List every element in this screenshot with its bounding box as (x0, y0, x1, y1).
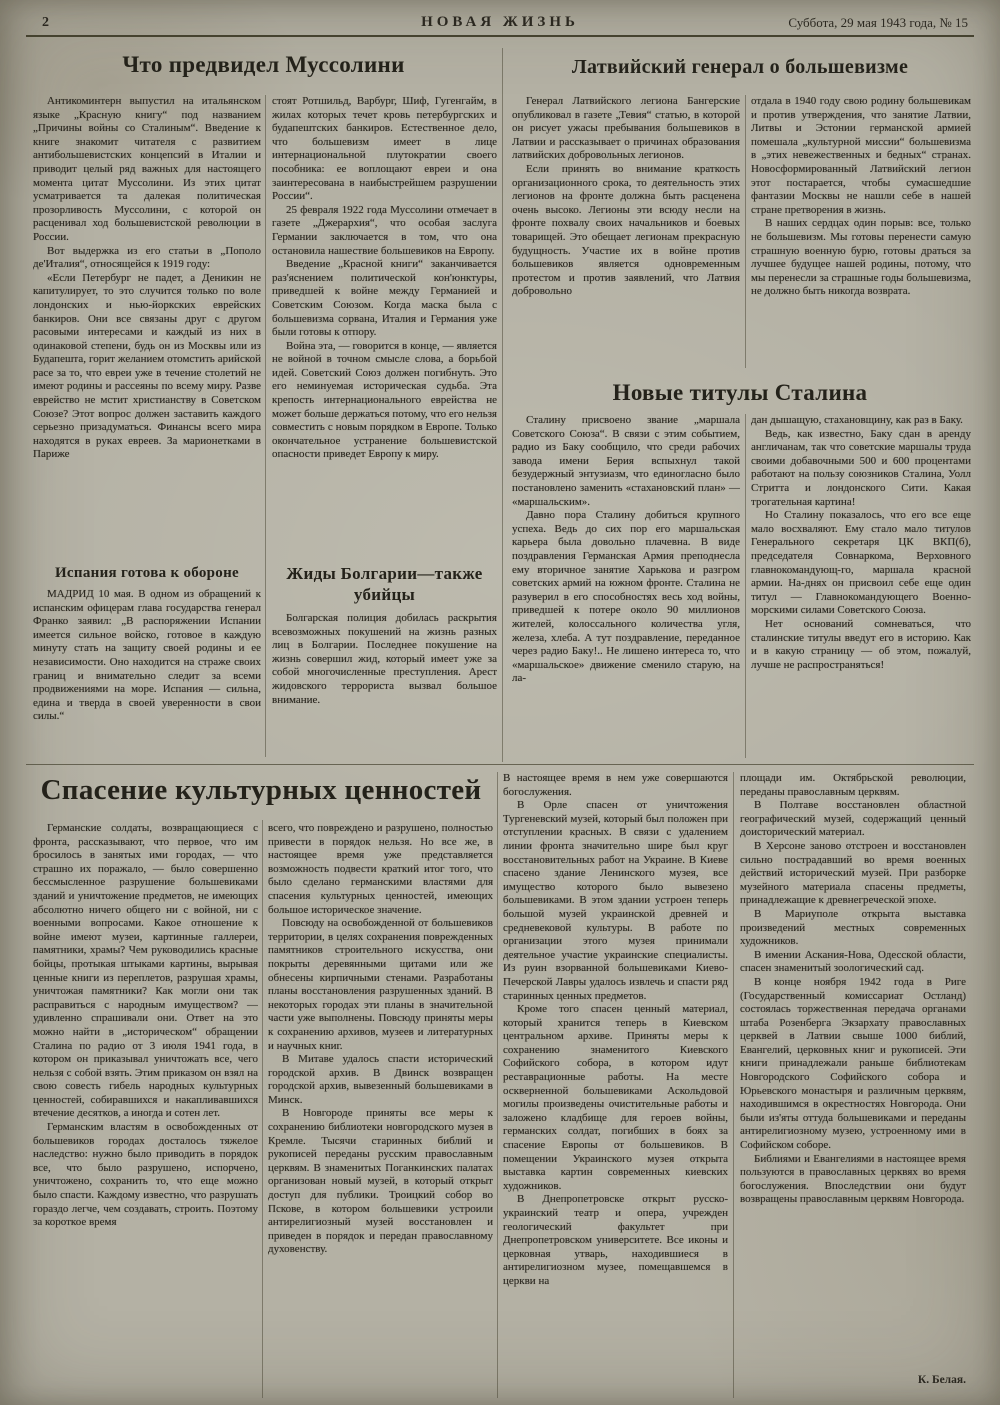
article-column: Антикоминтерн выпустил на итальянском языке „Красную книгу“ под названием „Причины войны со Сталиным“. Введение к книге знакомит читателя с развитием антибольшевистских концепсий в Италии и приводит целый ряд важных для настоящего момента цитат Муссолини. Из этих цитат усматривается та далекая политическая прозорливость Муссолини, с которой он расценивал ход большевистской революции в России. Вот выдержка из его статьи в „Пополо де'Италия“, относящейся к 1919 году: «Если Петербург не падет, а Деникин не капитулирует, то это случится только по воле лондонских и нью-йоркских еврейских банкиров. Они все связаны друг с другом расовыми интересами и каждый из них в одинаковой степени, будь он из Москвы или из Будапешта, горит желанием отомстить арийской расе за то, что евреи уже в течение столетий не имеют родины и рассеяны по всему миру. Разве еврейство не мстит христианству в Советском Союзе? Этот вопрос должен заставить каждого серьезно призадуматься. Финансы всего мира находятся в руках евреев. За марионетками в Париже (33, 95, 261, 461)
author-signature: К. Белая. (917, 1374, 966, 1386)
column-rule (502, 48, 503, 762)
column-rule (733, 772, 734, 1398)
article-title-stalin-titles: Новые титулы Сталина (612, 380, 868, 405)
article-title-bulgaria: Жиды Болгарии—также убийцы (286, 564, 483, 604)
column-rule (745, 95, 746, 368)
article-title-culture: Спасение культурных ценностей (40, 774, 482, 806)
article-column: Болгарская полиция добилась раскрытия всевозможных покушений на жизнь разных лиц в Болгарии. Последнее покушение на жизнь совершил жид, который имеет уже за собой многочисленные преступления. Арест жидовского террориста вызвал большое внимание. (272, 612, 497, 706)
article-column: всего, что повреждено и разрушено, полностью привести в порядок нельзя. Но все же, в настоящее время уже представляется возможность подвести краткий итог того, что было сделано германскими властями для спасения культурных ценностей, имеющих большое историческое значение. Повсюду на освобожденной от большевиков территории, в целях сохранения поврежденных памятников строительного искусства, они покрыты деревянными щитами или же обнесены кирпичными стенами. Разработаны планы восстановления разрушенных зданий. В некоторых городах эти планы в значительной части уже выполнены. Повсюду приняты меры к сохранению архивов, музеев и литературных и научных книг. В Митаве удалось спасти исторический городской архив. В Двинск возвращен городской архив, вывезенный большевиками в Минск. В Новгороде приняты все меры к сохранению библиотеки новгородского музея в Кремле. Тысячи старинных библий и рукописей переданы русским православным церквям. В знаменитых Поганкинских палатах организован новый музей, в который открыт доступ для публики. Троицкий собор во Пскове, в котором большевики устроили антирелигиозный музей восстановлен и приведен в порядок и передан православному духовенству. (268, 822, 493, 1256)
article-column: МАДРИД 10 мая. В одном из обращений к испанским офицерам глава государства генерал Франко заявил: „В распоряжении Испании имеется сильное войско, готовое в каждую минуту стать на защиту своей родины и ее независимости. Оно находится на страже своих границ и внимательно следит за всеми продвижениями на море. Испания — сильна, едина и тверда в своей уверенности в свои силы.“ (33, 588, 261, 723)
column-rule (745, 414, 746, 758)
column-rule (497, 772, 498, 1398)
article-column: площади им. Октябрьской революции, переданы православным церквям. В Полтаве восстановлен областной географический музей, содержащий ценный доисторический материал. В Херсоне заново отстроен и восстановлен сильно пострадавший во время военных действий исторический музей. При разборке музейного материала спасены предметы, принадлежащие к древнегреческой эпохе. В Мариуполе открыта выставка произведений местных современных художников. В имении Аскания-Нова, Одесской области, спасен знаменитый зоологический сад. В конце ноября 1942 года в Риге (Государственный комиссариат Остланд) состоялась торжественная передача органами штаба Розенберга Экзархату православных церквей в Латвии свыше 1000 библий, Евангелий, церковных книг и рукописей. Эти книги принадлежали раньше библиотекам Новгородского Софийского собора и Юрьевского монастыря и различным церквям, находившимся в окрестностях Новгорода. Они были из'яты оттуда большевиками и переданы антирелигиозному музею, устроенному ими в Софийском соборе. Библиями и Евангелиями в настоящее время пользуются в православных церквях во время богослужения. Впоследствии они будут возвращены православным церквям Новгорода. (740, 772, 966, 1206)
article-title-latvian-general: Латвийский генерал о большевизме (571, 56, 909, 78)
article-column: отдала в 1940 году свою родину большевикам и против утверждения, что занятие Латвии, Литвы и Эстонии германской армией помешала „культурной миссии“ большевизма в „этих невежественных и бедных“ странах. Новосформированный Латвийский легион этот постарается, чтобы сумасшедшие фантазии Москвы не нашли себе в нашей стране претворения в жизнь. В наших сердцах один порыв: все, только не большевизм. Мы готовы перенести самую страшную военную бурю, готовы драться за лучшее будущее нашей родины, потому, что мы перенесли за страшные годы большевизма, не должно быть никогда возврата. (751, 95, 971, 298)
article-column: стоят Ротшильд, Варбург, Шиф, Гугенгайм, в жилах которых течет кровь петербургских и будапештских банкиров. Естественное дело, что большевизм имеет в лице интернациональной плутократии своего пособника: ее воплощают евреи и она заинтересована в наибыстрейшем разрушении России“. 25 февраля 1922 года Муссолини отмечает в газете „Джерархия“, что особая заслуга Германии заключается в том, что она остановила нашествие большевиков на Европу. Введение „Красной книги“ заканчивается раз'яснением политической кон'юнктуры, приведшей к войне между Германией и Советским Союзом. Когда маска была с большевизма сорвана, Италия и Германия уже были готовы к отпору. Война эта, — говорится в конце, — является не войной в точном смысле слова, а борьбой идей. Советский Союз должен погибнуть. Это его неминуемая историческая судьба. Эта крепость интернационального еврейства не может больше держаться потому, что его нельзя совместить с новым порядком в Европе. Только окончательное устранение большевистской опасности приведет Европу к миру. (272, 95, 497, 461)
article-title-spain: Испания готова к обороне (54, 565, 240, 581)
column-rule (262, 820, 263, 1398)
column-rule (265, 95, 266, 757)
article-column: Генерал Латвийского легиона Бангерские опубликовал в газете „Тевия“ статью, в которой он рисует ужасы пребывания большевиков в Латвии и рассказывает о причинах образования латвийских добровольных легионов. Если принять во внимание краткость организационного срока, то деятельность этих легионов на фронте должна быть расценена очень высоко. Легионы эти всюду несли на фронте похвалу своих начальников и боевых товарищей. Это обещает легионам прекрасную будущность. Участие их в войне против большевиков является одновременным протестом и против заявлений, что Латвия добровольно (512, 95, 740, 298)
section-divider-rule (26, 764, 974, 765)
article-column: Сталину присвоено звание „маршала Советского Союза“. В связи с этим событием, радио из Баку сообщило, что среди рабочих завода имени Берия вспыхнул такой безудержный энтузиазм, что единогласно было постановлено заменить «стахановский план» — «маршальским». Давно пора Сталину добиться крупного успеха. Ведь до сих пор его маршальская карьера была довольно плачевна. В виде поздравления Германская Армия преподнесла ему вторичное занятие Харькова и разгром советских армий на южном фронте. Сталина не разуверил в его способностях весь ход войны, приведшей к потере около 90 миллионов жителей, колоссального количества угля, железа, хлеба. А тут поздравление, переданное через радио Баку!.. Не лишено интереса то, что «маршальское» движение сменило старую, на ла- (512, 414, 740, 685)
dateline: Суббота, 29 мая 1943 года, № 15 (788, 15, 968, 30)
article-column: дан дышащую, стахановщину, как раз в Баку. Ведь, как известно, Баку сдан в аренду англичанам, так что советские маршалы труда своими добавочными 500 и 600 процентами работают на пользу союзников Сталина, Уолл Стритта и лондонского Сити. Какая трогательная картина! Но Сталину показалось, что его все еще мало восхваляют. Ему стало мало титулов Генерального секретаря ЦК ВКП(б), председателя Совнаркома, Верховного главнокомандующ-го, маршала красной армии. На-днях он присвоил себе еще один титул — Главнокомандующего Военно-морскими силами Советского Союза. Нет оснований сомневаться, что сталинские титулы введут его в историю. Как и в какую страницу — об этом, пожалуй, лучше не распространяться! (751, 414, 971, 671)
masthead: НОВАЯ ЖИЗНЬ (421, 14, 579, 30)
article-column: В настоящее время в нем уже совершаются богослужения. В Орле спасен от уничтожения Тургеневский музей, который был положен при отступлении красных. В связи с удалением линии фронта значительно шире был круг восстановительных работ на Украине. В Киеве спасено здание Ленинского музея, все имущество которого было вывезено большевиками. В этом здании устроен теперь большой музей украинской древней и средневековой культуры. В работе по организации этого музея принимали деятельное участие украинские специалисты. Из руин взорванной большевиками Киево-Печерской Лавры удалось извлечь и спасти ряд старинных ценных предметов. Кроме того спасен ценный материал, который хранится теперь в Киевском центральном архиве. Приняты меры к сохранению знаменитого Киевского Софийского собора, в котором идут реставрационные работы. На месте оскверненной большевиками Аскольдовой могилы произведены очистительные работы и заложено кладбище для героев войны, германских солдат, погибших в боях за спасение Европы от большевиков. В помещении Украинского музея открыта выставка картин современных киевских художников. В Днепропетровске открыт русско-украинский театр и опера, учрежден геологический факультет при Днепропетровском университете. Все иконы и церковная утварь, находившиеся в антирелигиозном музее, помещавшемся в церкви на (503, 772, 728, 1287)
header-rule (26, 35, 974, 37)
article-title-mussolini: Что предвидел Муссолини (122, 52, 405, 77)
article-column: Германские солдаты, возвращающиеся с фронта, рассказывают, что первое, что им бросилось в занятых ими городах, — что страшно их поражало, — было совершенно бессмысленное разрушение большевиками зданий и уничтожение предметов, не имеющих абсолютно ничего общего ни с войной, ни с военными вопросами. Какое отношение к войне имеют музеи, картинные галлереи, памятники, храмы? Чем руководились красные бойцы, протыкая штыками картины, вырывая ценные книги из переплетов, разрушая храмы, уничтожая памятники? Как могли они так расправиться с народным имуществом? — удивленно спрашивали они. Ответ на это можно найти в „историческом“ обращении Сталина по радио от 3 июля 1941 года, в котором он приказывал уничтожать все, чего нельзя с собой взять. Этим приказом он взял на свою совесть гибель народных культурных ценностей, собиравшихся и накапливавшихся втечение десятков, а иногда и сотен лет. Германским властям в освобожденных от большевиков городах досталось тяжелое наследство: нужно было приводить в порядок все, что было разрушено, испорчено, уничтожено, сохранить то, что еще можно было спасти. Каждому известно, что разрушать гораздо легче, чем создавать, строить. Поэтому за короткое время (33, 822, 258, 1229)
page-number: 2 (42, 15, 49, 30)
